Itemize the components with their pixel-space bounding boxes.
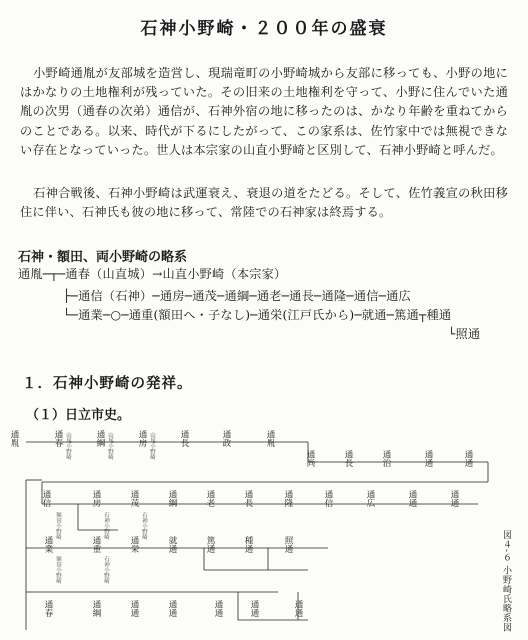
- svg-text:種通: 種通: [243, 536, 253, 553]
- svg-text:通綱: 通綱: [167, 490, 177, 507]
- svg-text:通通: 通通: [407, 490, 417, 507]
- subsection-heading: （１）日立市史。: [26, 408, 131, 423]
- svg-text:照通: 照通: [283, 536, 293, 553]
- svg-text:通治: 通治: [381, 450, 391, 467]
- svg-text:通尚: 通尚: [305, 450, 315, 467]
- svg-text:通通: 通通: [293, 600, 303, 617]
- page-title: 石神小野崎・２００年の盛衰: [140, 19, 388, 39]
- svg-text:通隆: 通隆: [283, 490, 293, 507]
- svg-text:山尾小野崎: 山尾小野崎: [149, 432, 155, 460]
- svg-text:石神小野崎: 石神小野崎: [141, 512, 147, 540]
- svg-text:就通: 就通: [167, 536, 177, 553]
- svg-text:通通: 通通: [129, 600, 139, 617]
- svg-text:通通: 通通: [249, 600, 259, 617]
- svg-text:通重: 通重: [91, 536, 101, 553]
- lineage-heading: 石神・額田、両小野崎の略系: [18, 250, 188, 265]
- svg-text:通茂: 通茂: [129, 490, 139, 507]
- svg-text:通房: 通房: [137, 430, 147, 447]
- figure-caption: 図４-６ 小野崎氏略系図: [501, 530, 511, 632]
- svg-text:通通: 通通: [213, 600, 223, 617]
- svg-text:通長: 通長: [243, 490, 253, 507]
- svg-text:通通: 通通: [423, 450, 433, 467]
- svg-text:通信: 通信: [41, 490, 51, 507]
- svg-text:通春: 通春: [43, 600, 53, 617]
- section-heading: １．石神小野崎の発祥。: [22, 375, 193, 392]
- paragraph-2-text: 石神合戦後、石神小野崎は武運衰え、衰退の道をたどる。そして、佐竹義宣の秋田移住に伴い、石神氏も彼の地に移って、常陸での石神家は終焉する。: [20, 186, 508, 220]
- svg-text:通胤: 通胤: [265, 430, 275, 447]
- svg-text:篤通: 篤通: [205, 536, 215, 553]
- lineage-line-2: ├─通信（石神）─通房─通茂─通綱─通老─通長─通隆─通信─通広: [63, 289, 411, 303]
- svg-text:通業: 通業: [43, 536, 53, 553]
- svg-text:山尾小野崎: 山尾小野崎: [107, 432, 113, 460]
- svg-text:石神小野崎: 石神小野崎: [103, 512, 109, 540]
- svg-text:通春: 通春: [53, 430, 63, 447]
- svg-text:通通: 通通: [449, 490, 459, 507]
- body-paragraph-1: [20, 64, 508, 160]
- genealogy-chart-figure: [8, 420, 520, 640]
- svg-text:通綱: 通綱: [91, 600, 101, 617]
- svg-text:通胤: 通胤: [9, 430, 19, 447]
- svg-text:通長: 通長: [179, 430, 189, 447]
- svg-text:通長: 通長: [343, 450, 353, 467]
- lineage-line-3: └─通業─○─通重(額田へ・子なし)─通栄(江戸氏から)─就通─篤通┬種通: [63, 308, 452, 322]
- svg-text:通政: 通政: [221, 430, 231, 447]
- svg-text:石神小野崎: 石神小野崎: [103, 556, 109, 584]
- lineage-line-1: 通胤─┬─通春（山直城）→山直小野崎（本宗家）: [18, 267, 287, 281]
- svg-text:通老: 通老: [205, 490, 215, 507]
- svg-text:額田小野崎: 額田小野崎: [55, 556, 61, 584]
- svg-text:通栄: 通栄: [129, 536, 139, 553]
- svg-text:通綱: 通綱: [95, 430, 105, 447]
- lineage-line-4: └照通: [448, 327, 481, 341]
- svg-text:山尾小野崎: 山尾小野崎: [65, 432, 71, 460]
- svg-text:通通: 通通: [167, 600, 177, 617]
- svg-text:通通: 通通: [463, 450, 473, 467]
- svg-text:通信: 通信: [323, 490, 333, 507]
- svg-text:額田小野崎: 額田小野崎: [55, 512, 61, 540]
- svg-text:通房: 通房: [91, 490, 101, 507]
- body-paragraph-2: [20, 184, 508, 222]
- paragraph-1-text: 小野崎通胤が友部城を造営し、現瑞竜町の小野崎城から友部に移っても、小野の地にはかなりの土地権利が残っていた。その旧来の土地権利を守って、小野に住んでいた通胤の次男（通春の次弟）通信が、石神外宿の地に移ったのは、かなり年齢を重ねてからのことである。以来、時代が下るにしたがって、この家系は、佐竹家中では無視できない存在となっていった。世人は本宗家の山直小野崎と区別して、石神小野崎と呼んだ。: [20, 66, 508, 157]
- svg-text:通広: 通広: [365, 490, 375, 507]
